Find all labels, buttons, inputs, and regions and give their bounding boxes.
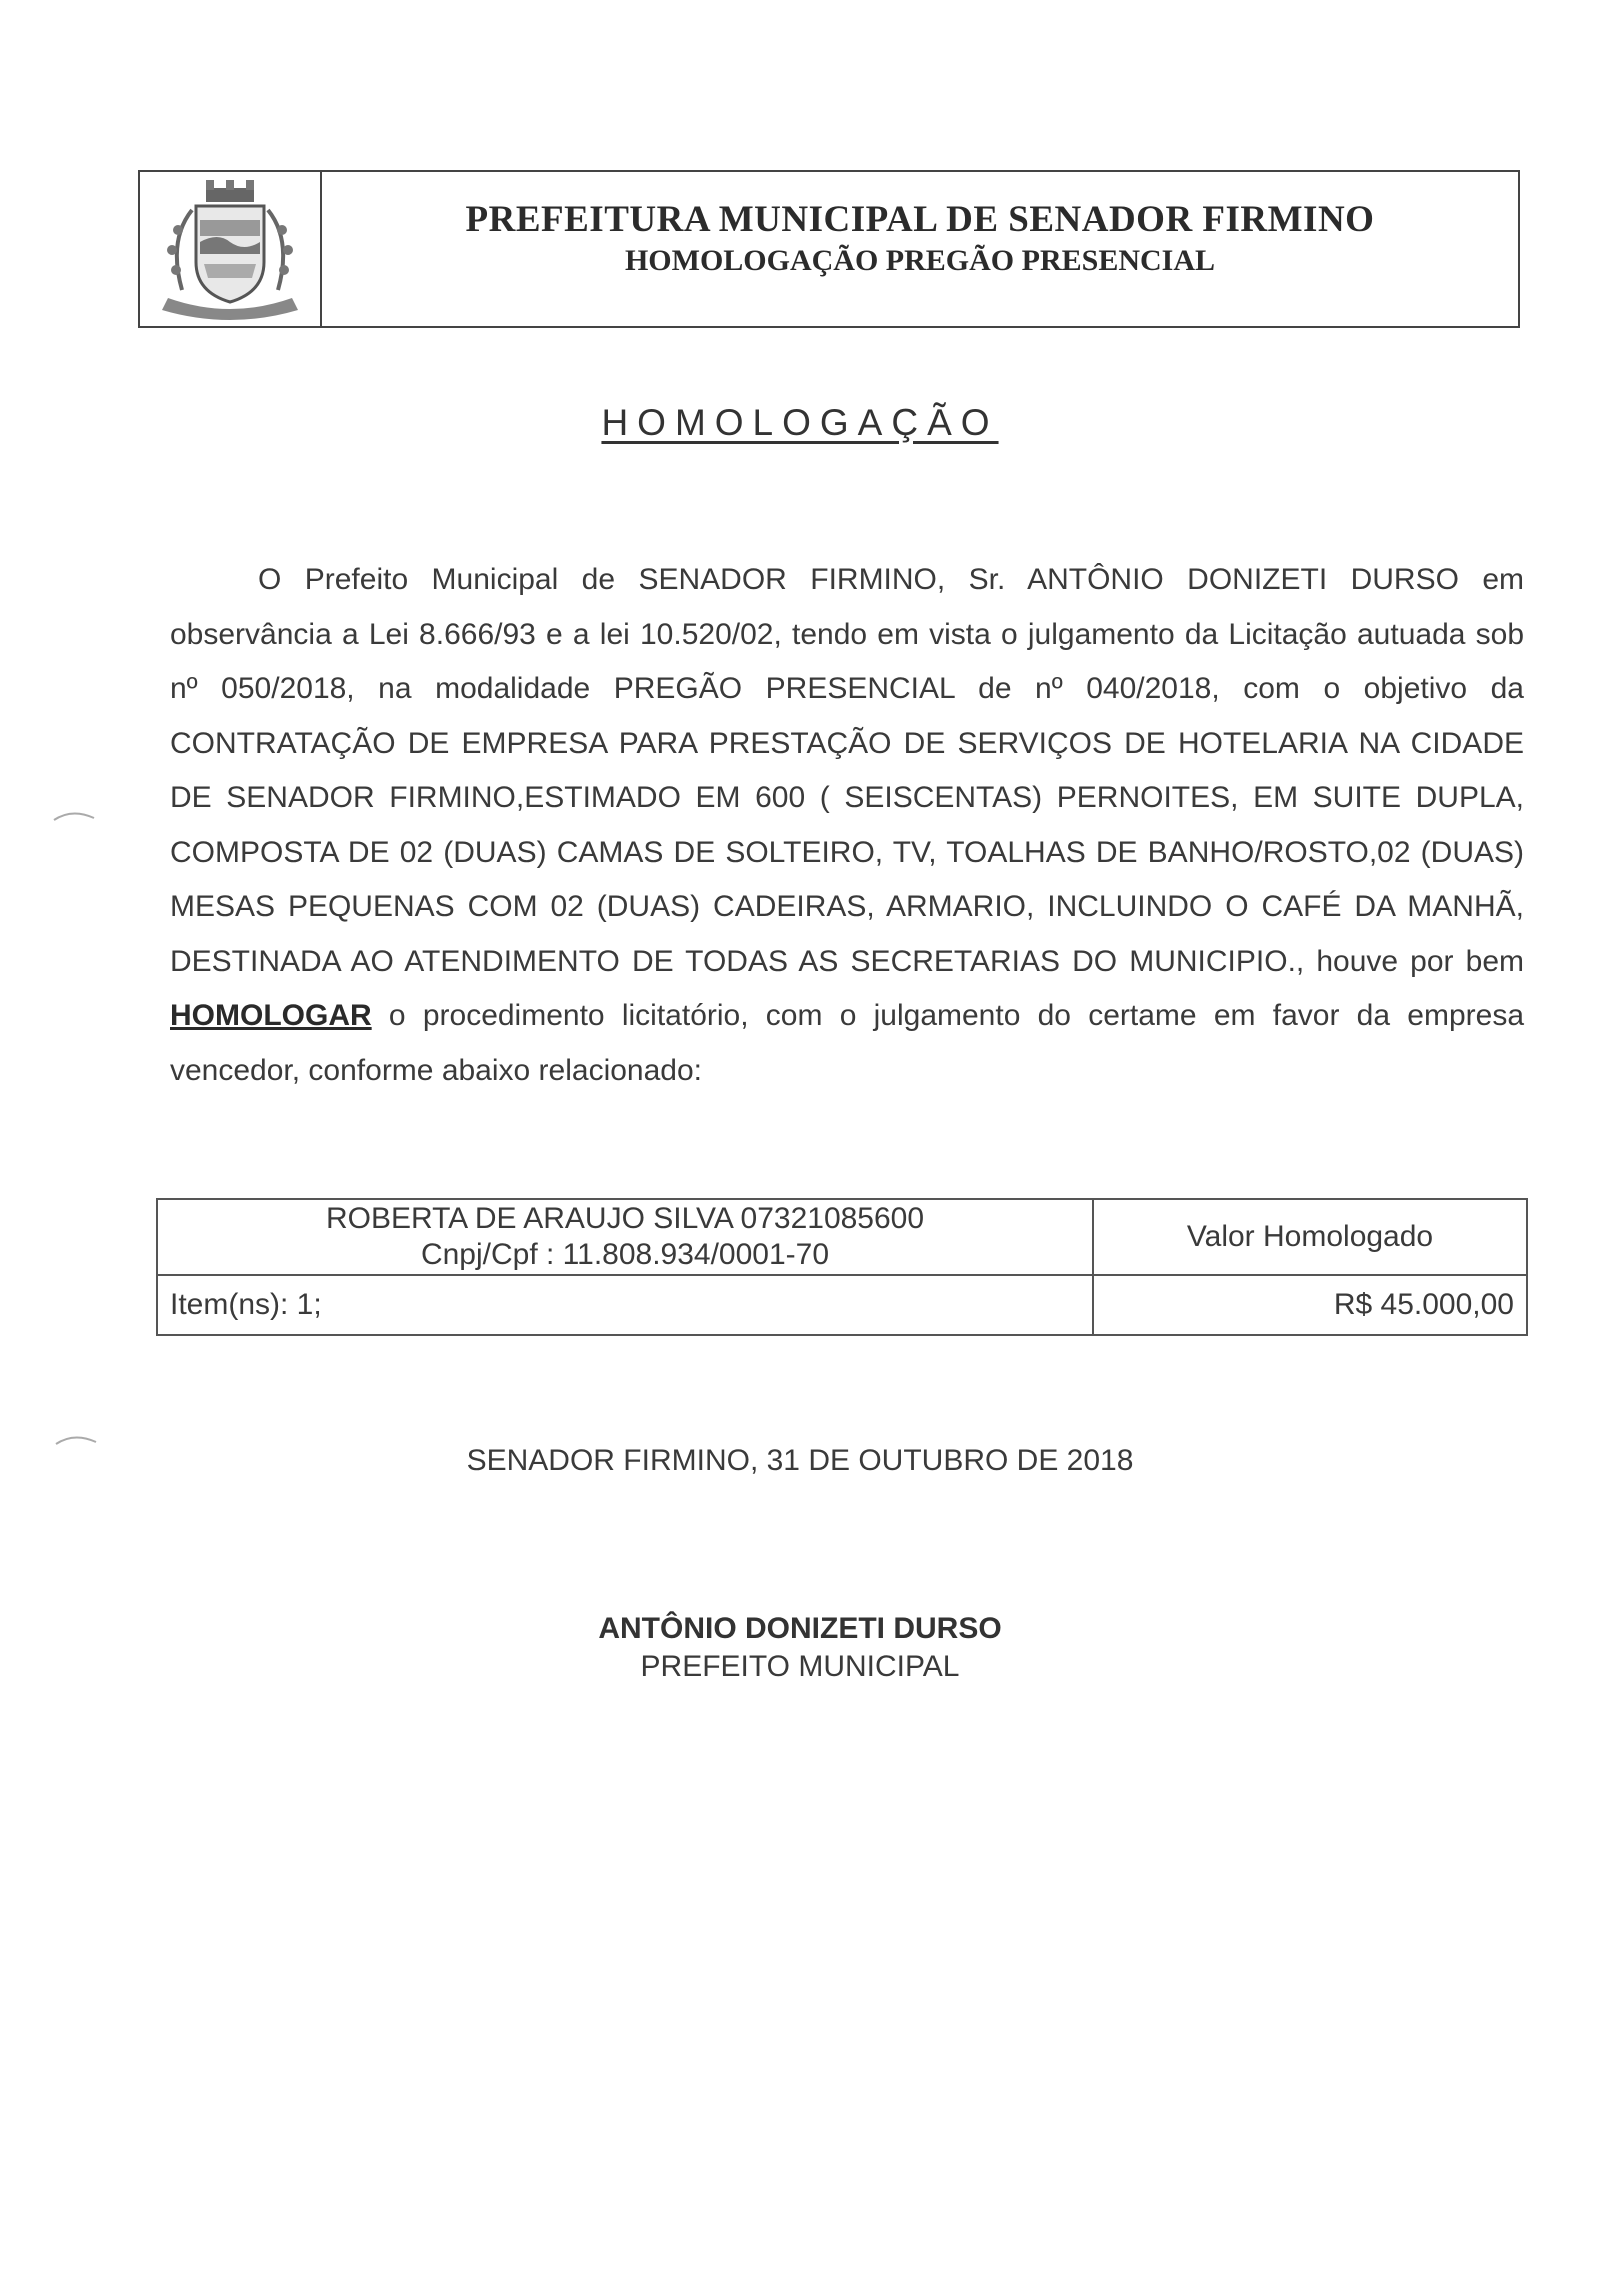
punch-mark-icon — [52, 1430, 102, 1450]
amount-cell: R$ 45.000,00 — [1093, 1275, 1527, 1335]
vendor-document: Cnpj/Cpf : 11.808.934/0001-70 — [420, 1238, 830, 1271]
result-table — [156, 1198, 1528, 1336]
letterhead-text — [322, 172, 1518, 326]
municipality-title: PREFEITURA MUNICIPAL DE SENADOR FIRMINO — [465, 199, 1375, 240]
crest-cell — [140, 172, 322, 326]
body-text-end: o procedimento licitatório, com o julgamento do certame em favor da empresa vencedor, conforme abaixo relacionado: — [170, 999, 1524, 1087]
document-title — [0, 402, 1600, 444]
letterhead — [138, 170, 1520, 328]
homologar-highlight: HOMOLOGAR — [170, 999, 372, 1032]
document-type-subtitle: HOMOLOGAÇÃO PREGÃO PRESENCIAL — [624, 244, 1216, 277]
table-row — [157, 1275, 1527, 1335]
signatory-role: PREFEITO MUNICIPAL — [640, 1650, 960, 1683]
value-header: Valor Homologado — [1093, 1199, 1527, 1275]
vendor-name: ROBERTA DE ARAUJO SILVA 07321085600 — [325, 1202, 925, 1235]
punch-mark-icon — [50, 806, 100, 826]
homologation-body — [170, 553, 1524, 1098]
date-line: SENADOR FIRMINO, 31 DE OUTUBRO DE 2018 — [466, 1444, 1134, 1477]
coat-of-arms-icon — [148, 180, 312, 320]
vendor-cell — [157, 1199, 1093, 1275]
signatory-name: ANTÔNIO DONIZETI DURSO — [598, 1612, 1002, 1645]
body-text-main: O Prefeito Municipal de SENADOR FIRMINO, Sr. ANTÔNIO DONIZETI DURSO em observância a Lei 8.666/93 e a lei 10.520/02, tendo em vista o julgamento da Licitação autuada sob nº 050/2018, na modalidade PREGÃO PRESENCIAL de nº 040/2018, com o objetivo da CONTRATAÇÃO DE EMPRESA PARA PRESTAÇÃO DE SERVIÇOS DE HOTELARIA NA CIDADE DE SENADOR FIRMINO,ESTIMADO EM 600 ( SEISCENTAS) PERNOITES, EM SUITE DUPLA, COMPOSTA DE 02 (DUAS) CAMAS DE SOLTEIRO, TV, TOALHAS DE BANHO/ROSTO,02 (DUAS) MESAS PEQUENAS COM 02 (DUAS) CADEIRAS, ARMARIO, INCLUINDO O CAFÉ DA MANHÃ, DESTINADA AO ATENDIMENTO DE TODAS AS SECRETARIAS DO MUNICIPIO., houve por bem — [170, 563, 1524, 978]
table-row — [157, 1199, 1527, 1275]
items-cell: Item(ns): 1; — [157, 1275, 1093, 1335]
document-title-text: HOMOLOGAÇÃO — [601, 402, 999, 443]
